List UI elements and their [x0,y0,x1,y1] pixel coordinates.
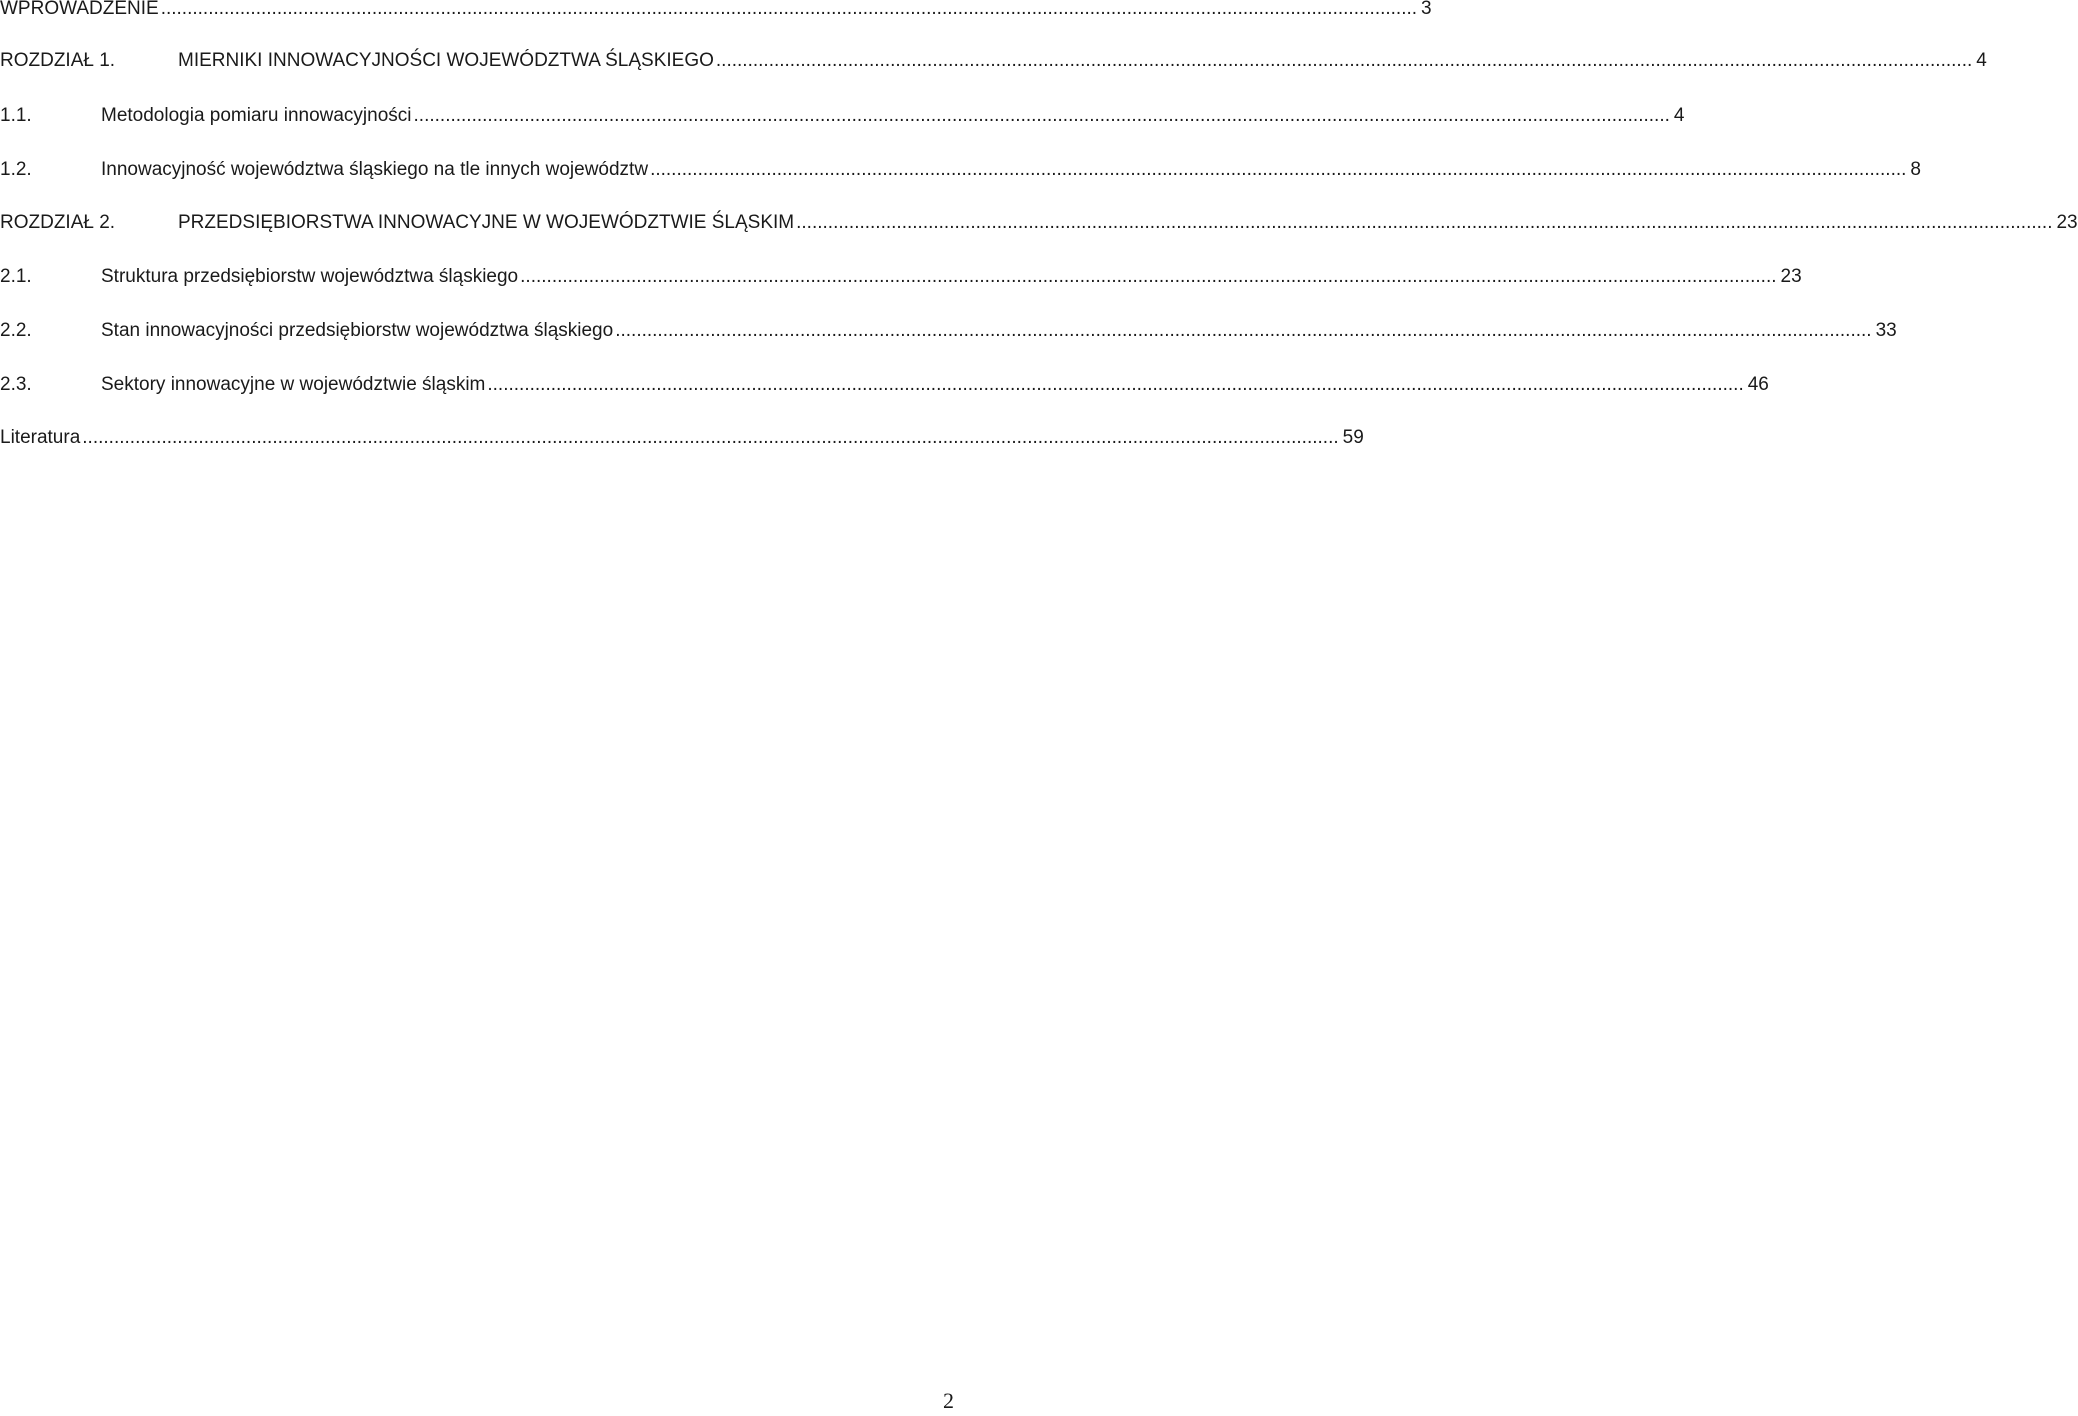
toc-entry-number: 1.1. [0,105,32,126]
toc-entry-title: Stan innowacyjności przedsiębiorstw województwa śląskiego [101,320,614,341]
toc-entry-page: 3 [1421,0,1432,19]
toc-entry-title: Literatura [0,427,81,448]
toc-entry-literatura[interactable] [0,423,1364,453]
toc-entry-number: ROZDZIAŁ 1. [0,50,116,71]
toc-entry-title: WPROWADZENIE [0,0,159,19]
toc-entry-number: 2.2. [0,320,32,341]
toc-entry-number: 2.1. [0,266,32,287]
toc-entry-title: MIERNIKI INNOWACYJNOŚCI WOJEWÓDZTWA ŚLĄSKIEGO [178,50,714,71]
toc-entry-section-1-1[interactable] [0,101,1685,131]
toc-dot-leader [615,316,1871,346]
toc-entry-section-1-2[interactable] [0,155,1921,185]
toc-entry-page: 33 [1875,320,1897,341]
toc-dot-leader [796,208,2052,238]
toc-entry-section-2-3[interactable] [0,370,1769,400]
toc-dot-leader [716,46,1972,76]
toc-entry-title: PRZEDSIĘBIORSTWA INNOWACYJNE W WOJEWÓDZTWIE ŚLĄSKIM [178,212,795,233]
toc-dot-leader [82,423,1338,453]
toc-entry-section-2-2[interactable] [0,316,1897,346]
toc-entry-section-2-1[interactable] [0,262,1802,292]
toc-dot-leader [161,0,1417,24]
toc-dot-leader [650,155,1906,185]
page-number: 2 [943,1388,954,1413]
toc-entry-page: 8 [1910,159,1921,180]
toc-entry-title: Struktura przedsiębiorstw województwa śląskiego [101,266,519,287]
toc-entry-number: 2.3. [0,374,32,395]
toc-entry-page: 59 [1342,427,1364,448]
toc-entry-title: Metodologia pomiaru innowacyjności [101,105,412,126]
toc-entry-page: 46 [1747,374,1769,395]
toc-entry-page: 23 [1780,266,1802,287]
toc-entry-number: 1.2. [0,159,32,180]
toc-entry-title: Innowacyjność województwa śląskiego na tle innych województw [101,159,649,180]
toc-entry-title: Sektory innowacyjne w województwie śląskim [101,374,486,395]
toc-entry-chapter-2[interactable] [0,208,2078,238]
toc-entry-page: 4 [1976,50,1987,71]
toc-entry-page: 4 [1673,105,1685,126]
toc-dot-leader [487,370,1743,400]
toc-entry-number: ROZDZIAŁ 2. [0,212,116,233]
toc-entry-chapter-1[interactable] [0,46,1987,76]
toc-dot-leader [520,262,1776,292]
toc-entry-wprowadzenie[interactable] [0,0,1432,24]
toc-dot-leader [414,101,1670,131]
toc-entry-page: 23 [2056,212,2078,233]
